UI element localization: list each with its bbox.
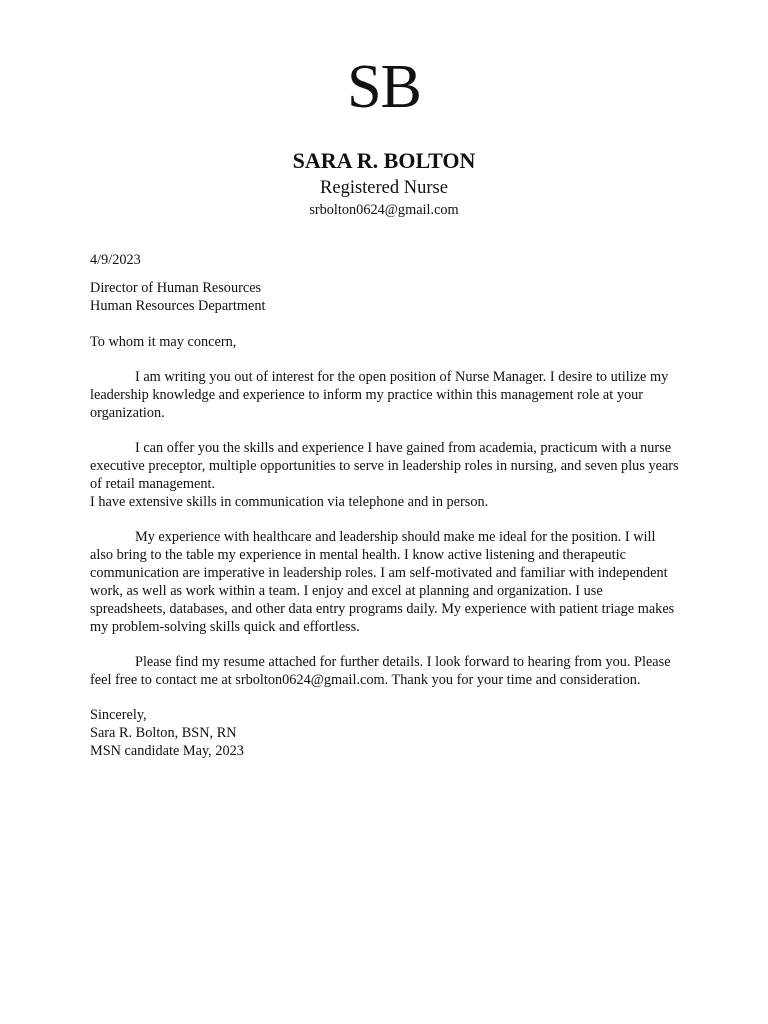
paragraph-3: My experience with healthcare and leadership should make me ideal for the position. I will also bring to the table my experience in mental health. I know active listening and therapeutic communication are imperative in leadership roles. I am self-motivated and familiar with independent work, as well as work within a team. I enjoy and excel at planning and organization. I use spreadsheets, databases, and other data entry programs daily. My experience with patient triage makes my problem-solving skills quick and effortless. bbox=[90, 529, 675, 635]
salutation: To whom it may concern, bbox=[90, 334, 237, 350]
paragraph-1: I am writing you out of interest for the open position of Nurse Manager. I desire to utilize my leadership knowledge and experience to inform my practice within this management role at your organization. bbox=[90, 369, 669, 421]
recipient-line-1: Director of Human Resources bbox=[90, 280, 262, 296]
applicant-title: Registered Nurse bbox=[320, 178, 448, 198]
paragraph-2-continuation: I have extensive skills in communication via telephone and in person. bbox=[90, 494, 489, 510]
signature-credential: MSN candidate May, 2023 bbox=[90, 743, 244, 759]
closing: Sincerely, bbox=[90, 707, 147, 723]
header-email: srbolton0624@gmail.com bbox=[309, 202, 459, 218]
letter-date: 4/9/2023 bbox=[90, 252, 141, 268]
paragraph-4: Please find my resume attached for further details. I look forward to hearing from you. Please feel free to contact me at srbolton0624@gmail.com. Thank you for your time and consideration. bbox=[90, 654, 671, 688]
recipient-line-2: Human Resources Department bbox=[90, 298, 266, 314]
signature-name: Sara R. Bolton, BSN, RN bbox=[90, 725, 237, 741]
monogram: SB bbox=[347, 53, 421, 121]
applicant-name: SARA R. BOLTON bbox=[292, 148, 476, 173]
letter-body bbox=[90, 251, 680, 760]
paragraph-2: I can offer you the skills and experience I have gained from academia, practicum with a nurse executive preceptor, multiple opportunities to serve in leadership roles in nursing, and seven plus years of retail management. bbox=[90, 440, 679, 492]
